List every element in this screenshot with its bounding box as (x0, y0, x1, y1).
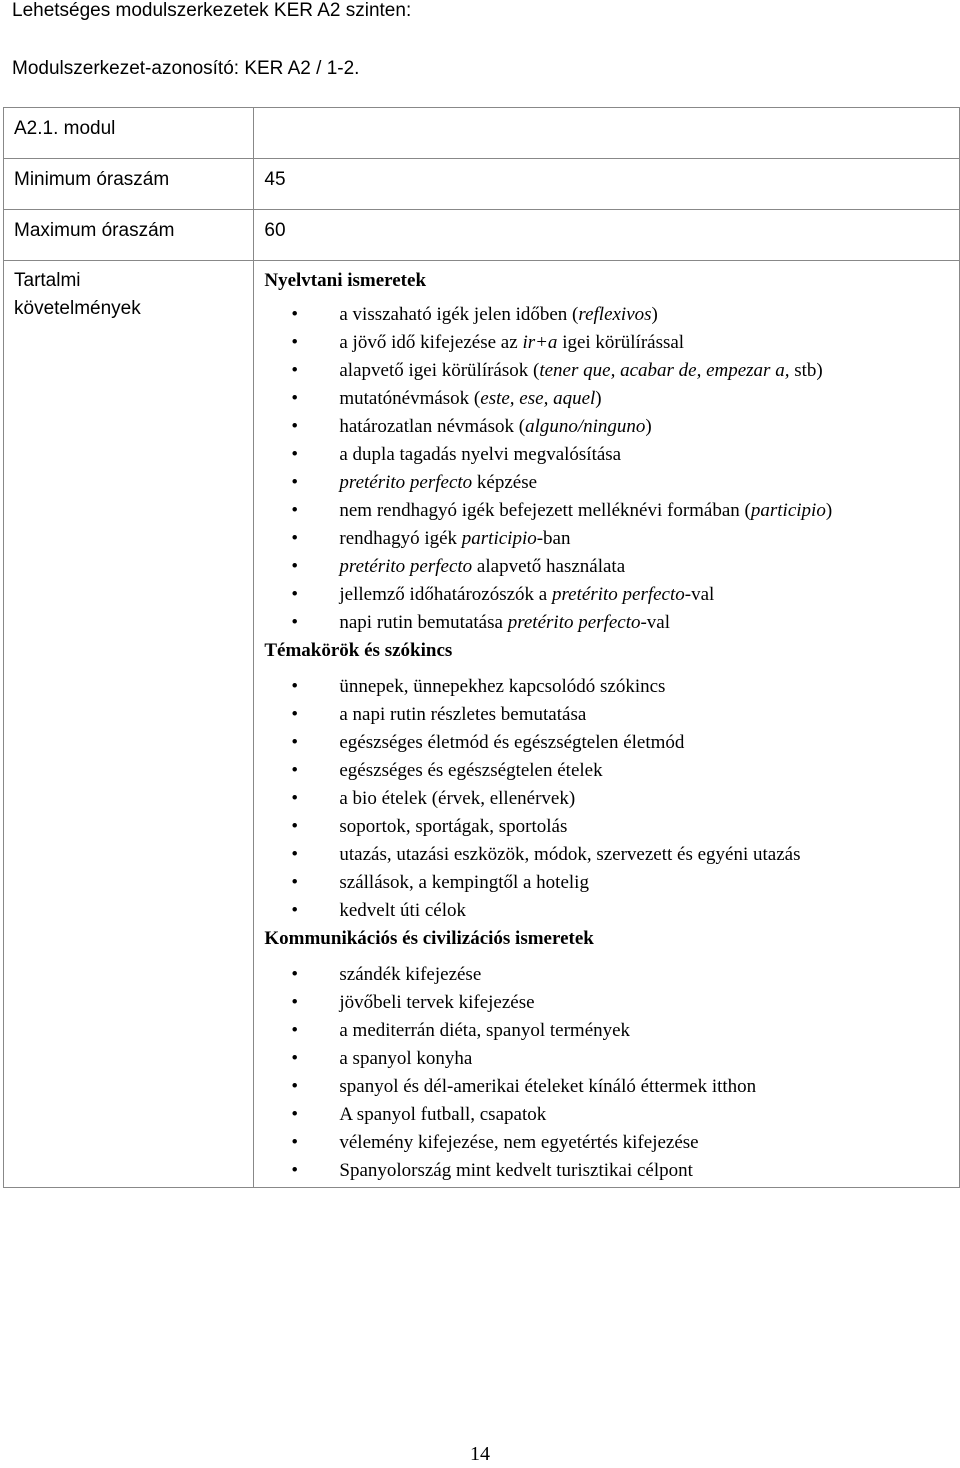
grammar-list (264, 301, 959, 637)
min-hours-label: Minimum óraszám (4, 159, 254, 210)
topics-item-text: utazás, utazási eszközök, módok, szervezett és egyéni utazás (339, 844, 801, 865)
bullet-icon: • (291, 584, 299, 605)
grammar-item-text: ir+a (522, 332, 558, 353)
bullet-icon: • (291, 1160, 299, 1181)
bullet-icon: • (291, 1104, 299, 1125)
min-hours-row (4, 159, 960, 210)
grammar-item-text: tener que, acabar de, empezar a, (539, 360, 790, 381)
grammar-item-text: a dupla tagadás nyelvi megvalósítása (339, 444, 622, 465)
grammar-list-item (291, 413, 959, 441)
grammar-item-text: ) (645, 416, 652, 437)
grammar-item-text: pretérito perfecto (339, 472, 473, 493)
page-number: 14 (470, 1443, 490, 1465)
grammar-item-text: pretérito perfecto (551, 584, 685, 605)
bullet-icon: • (291, 556, 299, 577)
module-name-row (4, 108, 960, 159)
grammar-item-text: -ban (536, 528, 571, 549)
max-hours-label: Maximum óraszám (4, 210, 254, 261)
grammar-list-item (291, 385, 959, 413)
bullet-icon: • (291, 760, 299, 781)
module-structure-id: Modulszerkezet-azonosító: KER A2 / 1-2. (12, 58, 360, 79)
communication-list-item (291, 1073, 959, 1101)
bullet-icon: • (291, 816, 299, 837)
bullet-icon: • (291, 500, 299, 521)
grammar-list-item (291, 329, 959, 357)
grammar-list-item (291, 525, 959, 553)
communication-list (264, 961, 959, 1185)
grammar-item-text: participio (750, 500, 826, 521)
topics-list-item (291, 897, 959, 925)
grammar-list-item (291, 609, 959, 637)
grammar-item-text: ) (825, 500, 833, 521)
topics-item-text: kedvelt úti célok (339, 900, 467, 921)
module-table (3, 107, 960, 1188)
communication-item-text: a spanyol konyha (339, 1048, 473, 1069)
communication-item-text: Spanyolország mint kedvelt turisztikai célpont (339, 1160, 693, 1181)
grammar-item-text: a jövő idő kifejezése az (339, 332, 523, 353)
topics-item-text: soportok, sportágak, sportolás (339, 816, 568, 837)
grammar-item-text: -val (684, 584, 715, 605)
bullet-icon: • (291, 472, 299, 493)
communication-item-text: szándék kifejezése (339, 964, 482, 985)
max-hours-value: 60 (254, 210, 960, 261)
communication-item-text: vélemény kifejezése, nem egyetértés kifejezése (339, 1132, 699, 1153)
grammar-list-item (291, 301, 959, 329)
grammar-list-item (291, 441, 959, 469)
topics-list (264, 673, 959, 925)
bullet-icon: • (291, 528, 299, 549)
topics-list-item (291, 673, 959, 701)
bullet-icon: • (291, 704, 299, 725)
bullet-icon: • (291, 900, 299, 921)
grammar-item-text: -val (640, 612, 671, 633)
grammar-item-text: igei körülírással (557, 332, 685, 353)
content-row (4, 261, 960, 1188)
communication-list-item (291, 1017, 959, 1045)
bullet-icon: • (291, 360, 299, 381)
grammar-item-text: stb) (789, 360, 823, 381)
bullet-icon: • (291, 416, 299, 437)
empty-cell (254, 108, 960, 159)
grammar-item-text: napi rutin bemutatása (339, 612, 508, 633)
module-name-cell: A2.1. modul (4, 108, 254, 159)
document-heading: Lehetséges modulszerkezetek KER A2 szinten: (12, 0, 412, 21)
grammar-item-text: jellemző időhatározószók a (339, 584, 552, 605)
bullet-icon: • (291, 732, 299, 753)
topics-item-text: a napi rutin részletes bemutatása (339, 704, 587, 725)
communication-list-item (291, 961, 959, 989)
grammar-item-text: este, ese, aquel (480, 388, 596, 409)
topics-list-item (291, 813, 959, 841)
communication-list-item (291, 1129, 959, 1157)
bullet-icon: • (291, 676, 299, 697)
communication-section-title: Kommunikációs és civilizációs ismeretek (264, 928, 594, 949)
topics-section-title: Témakörök és szókincs (264, 640, 453, 661)
topics-list-item (291, 869, 959, 897)
grammar-list-item (291, 469, 959, 497)
grammar-item-text: képzése (472, 472, 538, 493)
topics-list-item (291, 841, 959, 869)
communication-list-item (291, 1157, 959, 1185)
grammar-list-item (291, 581, 959, 609)
grammar-item-text: alapvető használata (472, 556, 626, 577)
communication-item-text: spanyol és dél-amerikai ételeket kínáló éttermek itthon (339, 1076, 757, 1097)
communication-list-item (291, 1045, 959, 1073)
bullet-icon: • (291, 444, 299, 465)
grammar-item-text: mutatónévmások ( (339, 388, 481, 409)
bullet-icon: • (291, 388, 299, 409)
topics-item-text: a bio ételek (érvek, ellenérvek) (339, 788, 576, 809)
communication-item-text: jövőbeli tervek kifejezése (339, 992, 535, 1013)
grammar-item-text: ) (651, 304, 658, 325)
grammar-item-text: participio (461, 528, 537, 549)
communication-list-item (291, 989, 959, 1017)
topics-list-item (291, 757, 959, 785)
topics-list-item (291, 701, 959, 729)
grammar-item-text: pretérito perfecto (339, 556, 473, 577)
grammar-list-item (291, 553, 959, 581)
content-requirements-body (254, 261, 960, 1188)
bullet-icon: • (291, 332, 299, 353)
bullet-icon: • (291, 304, 299, 325)
communication-list-item (291, 1101, 959, 1129)
grammar-item-text: reflexivos (578, 304, 652, 325)
min-hours-value: 45 (254, 159, 960, 210)
grammar-item-text: alapvető igei körülírások ( (339, 360, 540, 381)
grammar-section-title: Nyelvtani ismeretek (264, 270, 427, 291)
topics-list-item (291, 729, 959, 757)
bullet-icon: • (291, 964, 299, 985)
communication-item-text: A spanyol futball, csapatok (339, 1104, 547, 1125)
bullet-icon: • (291, 1132, 299, 1153)
grammar-item-text: ) (595, 388, 602, 409)
bullet-icon: • (291, 788, 299, 809)
topics-list-item (291, 785, 959, 813)
topics-item-text: egészséges és egészségtelen ételek (339, 760, 603, 781)
bullet-icon: • (291, 992, 299, 1013)
bullet-icon: • (291, 844, 299, 865)
topics-item-text: szállások, a kempingtől a hotelig (339, 872, 589, 893)
max-hours-row (4, 210, 960, 261)
grammar-item-text: a visszaható igék jelen időben ( (339, 304, 579, 325)
content-label-line1: Tartalmi (14, 270, 81, 291)
bullet-icon: • (291, 612, 299, 633)
topics-item-text: egészséges életmód és egészségtelen életmód (339, 732, 685, 753)
grammar-item-text: határozatlan névmások ( (339, 416, 526, 437)
grammar-list-item (291, 357, 959, 385)
bullet-icon: • (291, 872, 299, 893)
content-label-line2: követelmények (14, 298, 141, 319)
content-requirements-label (4, 261, 254, 1188)
grammar-item-text: pretérito perfecto (507, 612, 641, 633)
bullet-icon: • (291, 1020, 299, 1041)
topics-item-text: ünnepek, ünnepekhez kapcsolódó szókincs (339, 676, 666, 697)
grammar-item-text: nem rendhagyó igék befejezett melléknévi formában ( (339, 500, 751, 521)
grammar-item-text: alguno/ninguno (525, 416, 646, 437)
communication-item-text: a mediterrán diéta, spanyol termények (339, 1020, 631, 1041)
bullet-icon: • (291, 1048, 299, 1069)
grammar-list-item (291, 497, 959, 525)
bullet-icon: • (291, 1076, 299, 1097)
grammar-item-text: rendhagyó igék (339, 528, 462, 549)
